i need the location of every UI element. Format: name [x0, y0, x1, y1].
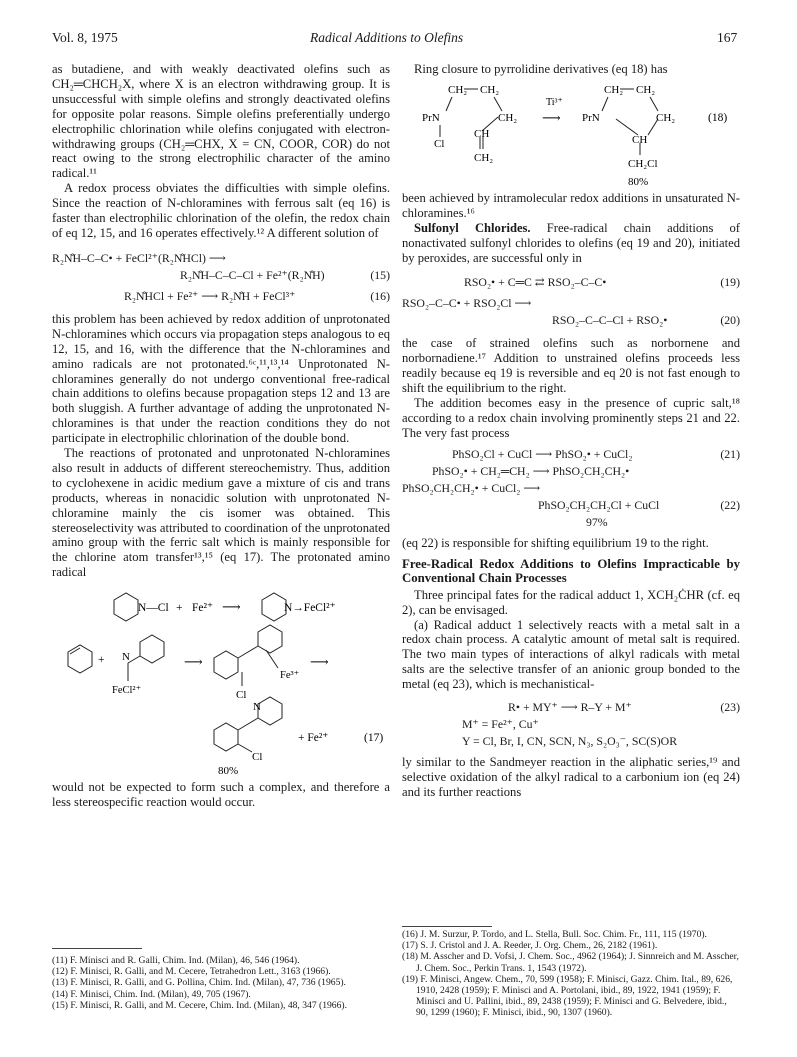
- footnote: (13) F. Minisci, R. Galli, and G. Pollina, Chim. Ind. (Milan), 47, 736 (1965).: [52, 977, 346, 989]
- piperidine-ring: [140, 635, 164, 663]
- paragraph: ly similar to the Sandmeyer reaction in the aliphatic series,¹⁹ and selective oxidation of the alkyl radical to a carbonium ion (eq 24) and its further reactions: [402, 755, 740, 799]
- methylene-label: CH₂: [498, 111, 518, 124]
- equation-15: [52, 251, 390, 285]
- piperidine-ring: [114, 593, 138, 621]
- footnote: (11) F. Minisci and R. Galli, Chim. Ind. (Milan), 46, 546 (1964).: [52, 955, 300, 966]
- equation-19: [402, 275, 740, 292]
- methylene-label: CH₂: [604, 83, 624, 96]
- equation-number: (16): [370, 288, 390, 303]
- equation-text: PhSO₂CH₂CH₂Cl + CuCl: [538, 497, 660, 512]
- methylene-label: CH₂: [636, 83, 656, 96]
- paragraph: the case of strained olefins such as norbornene and norbornadiene.¹⁷ Addition to unstrained olefins proceeds less readily because eq 19 is reversible and eq 20 is not fast enough to shift the equilibrium to the right.: [402, 336, 740, 396]
- methylene-label: CH₂: [474, 151, 494, 164]
- equation-number: (22): [720, 497, 740, 512]
- reaction-arrow: ⟶: [222, 599, 241, 615]
- section-heading: Free-Radical Redox Additions to Olefins Impracticable by Conventional Chain Processes: [402, 556, 740, 586]
- equation-text: M⁺ = Fe²⁺, Cu⁺: [462, 717, 539, 732]
- methine-label: CH: [632, 133, 648, 146]
- amine-label: PrN: [582, 111, 600, 124]
- footnote: (18) M. Asscher and D. Vofsi, J. Chem. Soc., 4962 (1964); J. Sinnreich and M. Asscher, J. Chem. Soc., Perkin Trans. 1, 1543 (1972).: [402, 951, 739, 974]
- equation-number: (20): [720, 313, 740, 328]
- paragraph-text: Free-radical chain additions of nonactivated sulfonyl chlorides to olefins (eq 19 and 20), initiated by peroxides, are successful only in: [402, 220, 740, 265]
- cyclohexane-ring: [214, 723, 238, 751]
- methylene-label: CH₂: [656, 111, 676, 124]
- equation-number: (18): [708, 111, 728, 124]
- paragraph: Three principal fates for the radical adduct 1, XCH₂ĊHR (cf. eq 2), can be envisaged.: [402, 587, 740, 617]
- paragraph: (eq 22) is responsible for shifting equilibrium 19 to the right.: [402, 535, 709, 550]
- equation-number: (17): [364, 732, 384, 745]
- paragraph: would not be expected to form such a complex, and therefore a less stereospecific reaction would occur.: [52, 780, 390, 810]
- equation-number: (19): [720, 275, 740, 290]
- equation-text: R₂N̊H–C–C• + FeCl²⁺(R₂N̊HCl) ⟶: [52, 250, 226, 265]
- equation-20: [402, 296, 740, 330]
- nitrogen-label: N: [122, 651, 130, 664]
- paragraph: A redox process obviates the difficulties with simple olefins. Since the reaction of N-chloramines with ferrous salt (eq 16) is faster than electrophilic chlorination of the olefin, the redox chain of eq 12, 15, and 16 operates effectively.¹² A different solution of: [52, 181, 390, 240]
- paragraph: [402, 221, 740, 266]
- equation-text: Y = Cl, Br, I, CN, SCN, N₃, S₂O₃⁻, SC(S)OR: [462, 734, 678, 749]
- cyclohexene-ring: [68, 645, 92, 673]
- reaction-arrow: ⟶: [310, 654, 329, 670]
- equation-number: (21): [720, 446, 740, 461]
- paragraph: been achieved by intramolecular redox additions in unsaturated N-chloramines.¹⁶: [402, 190, 740, 220]
- footnote: (12) F. Minisci, R. Galli, and M. Cecere, Tetrahedron Lett., 3163 (1966).: [52, 966, 331, 978]
- paragraph: this problem has been achieved by redox addition of unprotonated N-chloramines which occurs via propagation steps analogous to eq 12, 15, and 16, with the difference that the N-chloramines and amino radicals are not protonated.⁶ᶜ,¹¹,¹³,¹⁴ Unprotonated N-chloramines generally do not undergo conventional free-radical chain additions to olefins because propagation steps 12 and 13 are both sluggish. A further advantage of adding the unprotonated N-chloramines is that under the reaction conditions they do not participate in electrophilic chlorination of the double bond.: [52, 311, 390, 446]
- equation-16: [52, 289, 390, 306]
- paragraph: Ring closure to pyrrolidine derivatives (eq 18) has: [414, 62, 668, 76]
- equation-text: RSO₂• + C═C ⇄ RSO₂–C–C•: [464, 275, 607, 290]
- equation-text: PhSO₂• + CH₂═CH₂ ⟶ PhSO₂CH₂CH₂•: [432, 463, 630, 478]
- equation-text: PhSO₂Cl + CuCl ⟶ PhSO₂• + CuCl₂: [452, 446, 633, 461]
- footnote: (19) F. Minisci, Angew. Chem., 70, 599 (1958); F. Minisci, Gazz. Chim. Ital., 89, 626, 1910, 2428 (1959); F. Minisci and A. Portolani, ibid., 89, 1922, 1941 (1959); F. Minisci and U. Pallini, ibid., 89, 2438 (1959); F. Minisci and G. Belvedere, ibid., 90, 1299 (1960); F. Minisci, ibid., 90, 1307 (1960).: [402, 973, 733, 1019]
- section-runin-head: Sulfonyl Chlorides.: [414, 220, 531, 235]
- reaction-arrow: ⟶: [542, 109, 561, 125]
- footnote: (15) F. Minisci, R. Galli, and M. Cecere, Chim. Ind. (Milan), 48, 347 (1966).: [52, 999, 347, 1011]
- nchloro-label: N—Cl: [138, 602, 169, 615]
- complex-label: FeCl²⁺: [112, 685, 142, 697]
- plus-sign: +: [98, 654, 105, 667]
- left-column: [52, 62, 390, 810]
- equation-number: (15): [370, 267, 390, 282]
- yield-label: 80%: [218, 765, 239, 777]
- chlorine-label: Cl: [236, 689, 247, 702]
- plus-sign: +: [176, 602, 183, 615]
- footnote: (16) J. M. Surzur, P. Tordo, and L. Stella, Bull. Soc. Chim. Fr., 111, 115 (1970).: [402, 929, 707, 940]
- paragraph: (a) Radical adduct 1 selectively reacts with a metal salt in a redox chain process. A catalytic amount of metal salt is required. The two main types of interactions of alkyl radicals with metal salts are the selective transfer of an anionic group bonded to the metal (eq 23), which is mechanistical-: [402, 617, 740, 692]
- equations-21-22: [402, 447, 740, 532]
- equation-18-scheme: [402, 79, 740, 191]
- footnote-rule: [52, 948, 142, 949]
- equation-17-scheme: [52, 586, 390, 776]
- equation-text: RSO₂–C–C–Cl + RSO₂•: [552, 313, 668, 328]
- footnote-rule: [402, 926, 492, 927]
- chloromethyl-label: CH₂Cl: [628, 157, 658, 170]
- methylene-label: CH₂: [448, 83, 468, 96]
- piperidine-ring: [258, 697, 282, 725]
- equation-23: [402, 700, 740, 751]
- page-number: 167: [717, 30, 738, 45]
- reaction-arrow: ⟶: [184, 654, 203, 670]
- footnote: (14) F. Minisci, Chim. Ind. (Milan), 49, 705 (1967).: [52, 988, 251, 1000]
- titanium-label: Ti³⁺: [546, 96, 563, 108]
- equation-text: R₂N̊H–C–C–Cl + Fe²⁺(R₂N̊H): [180, 267, 325, 282]
- cyclohexane-ring: [214, 651, 238, 679]
- piperidine-ring: [262, 593, 286, 621]
- footnotes-left: [52, 955, 390, 1011]
- equation-number: (23): [720, 700, 740, 715]
- paragraph: as butadiene, and with weakly deactivated olefins such as CH₂═CHCH₂X, where X is an electron withdrawing group. It is unsuccessful with simple olefins and strongly deactivated olefins for opposite polar reasons. Simple olefins preferentially undergo electrophilic chlorination while olefins conjugated with electron-withdrawing groups (CH₂═CHX, X = CN, COOR, COR) do not react owing to the strong electrophilic character of the amino radical.¹¹: [52, 62, 390, 181]
- equation-text: R• + MY⁺ ⟶ R–Y + M⁺: [508, 700, 632, 715]
- running-head-volume: Vol. 8, 1975: [52, 30, 118, 45]
- equation-text: RSO₂–C–C• + RSO₂Cl ⟶: [402, 296, 532, 311]
- running-head-title: Radical Additions to Olefins: [310, 30, 464, 45]
- ferric-label: Fe³⁺: [280, 670, 300, 682]
- paragraph: The addition becomes easy in the presence of cupric salt,¹⁸ according to a redox chain involving prominently steps 21 and 22. The very fast process: [402, 396, 740, 440]
- paragraph: The reactions of protonated and unprotonated N-chloramines also result in adducts of different stereochemistry. Thus, addition to cyclohexene in acidic medium gave a mixture of cis and trans products, whereas in nonacidic solution with unprotonated N-chloramine mainly the cis isomer was obtained. This stereoselectivity was attributed to coordination of the unprotonated amino group with the ferric salt which is mainly responsible for the chlorine atom transfer¹³,¹⁵ (eq 17). The protonated amino radical: [52, 446, 390, 580]
- ferrous-label: Fe²⁺: [192, 602, 214, 615]
- methylene-label: CH₂: [480, 83, 500, 96]
- nitrogen-label: N: [253, 701, 261, 714]
- yield-label: 97%: [586, 514, 608, 529]
- equation-text: PhSO₂CH₂CH₂• + CuCl₂ ⟶: [402, 480, 541, 495]
- complex-label: N→FeCl²⁺: [284, 602, 336, 615]
- amine-label: PrN: [422, 111, 440, 124]
- footnotes-right: [402, 929, 740, 1019]
- chlorine-label: Cl: [252, 751, 263, 764]
- equation-text: R₂N̊HCl + Fe²⁺ ⟶ R₂N̊H + FeCl³⁺: [124, 288, 296, 303]
- yield-label: 80%: [628, 175, 649, 188]
- piperidine-ring: [258, 625, 282, 653]
- product-label: + Fe²⁺: [298, 732, 329, 745]
- footnote: (17) S. J. Cristol and J. A. Reeder, J. Org. Chem., 26, 2182 (1961).: [402, 940, 658, 952]
- right-column: [402, 62, 740, 800]
- chlorine-label: Cl: [434, 137, 445, 150]
- methine-label: CH: [474, 127, 490, 140]
